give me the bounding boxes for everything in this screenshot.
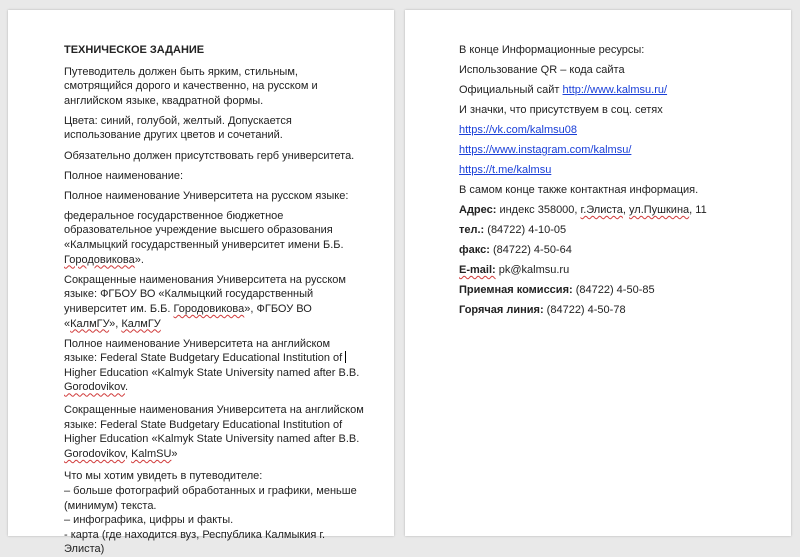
spellcheck-word: KalmSU	[131, 447, 172, 460]
paragraph-fax	[459, 243, 771, 258]
text-span: Полное наименование Университета на английском языке: Federal State Budgetary Educational Institution of	[64, 337, 343, 365]
paragraph-wish-photos: – больше фотографий обработанных и графики, меньше (минимум) текста.	[64, 484, 357, 512]
text-span: »,	[109, 317, 122, 330]
paragraph-address	[459, 203, 771, 218]
text-cursor	[345, 351, 346, 363]
text-span: ,	[622, 203, 630, 216]
spellcheck-word: ул.Пушкина	[629, 203, 690, 216]
text-span: Higher Education «Kalmyk State University named after B.B.	[64, 366, 360, 379]
paragraph-full-name-heading: Полное наименование:	[64, 169, 184, 182]
paragraph-instagram	[459, 143, 771, 158]
email-value: pk@kalmsu.ru	[495, 263, 570, 276]
spellcheck-word: КалмГУ	[121, 317, 161, 330]
paragraph-short-name-en	[64, 403, 364, 461]
text-span: федеральное государственное бюджетное образовательное учреждение высшего образования «Калмыцкий государственный университет имени Б.Б.	[64, 209, 344, 252]
email-label: E-mail:	[459, 263, 496, 276]
address-label: Адрес:	[459, 203, 497, 216]
hotline-label: Горячая линия:	[459, 303, 544, 316]
spellcheck-word: Городовикова	[64, 253, 135, 266]
text-span: Официальный сайт	[459, 83, 563, 96]
instagram-link[interactable]: https://www.instagram.com/kalmsu/	[459, 143, 632, 156]
text-span: ».	[134, 253, 144, 266]
paragraph-telegram	[459, 163, 771, 178]
document-title: ТЕХНИЧЕСКОЕ ЗАДАНИЕ	[64, 44, 205, 56]
text-span: »	[171, 447, 178, 460]
document-page-right	[405, 10, 791, 536]
paragraph-qr-code: Использование QR – кода сайта	[459, 63, 625, 76]
text-span: .	[124, 381, 128, 394]
paragraph-contacts-intro: В самом конце также контактная информация.	[459, 183, 699, 196]
paragraph-colors: Цвета: синий, голубой, желтый. Допускается использование других цветов и сочетаний.	[64, 114, 292, 142]
paragraph-wishes-heading: Что мы хотим увидеть в путеводителе:	[64, 470, 263, 483]
paragraph-social-icons: И значки, что присутствуем в соц. сетях	[459, 103, 663, 116]
paragraph-short-name-ru	[64, 273, 364, 331]
paragraph-style-requirements: Путеводитель должен быть ярким, стильным, смотрящийся дорого и качественно, на русском и английском языке, квадратной формы.	[64, 65, 318, 107]
paragraph-wish-map: - карта (где находится вуз, Республика Калмыкия г. Элиста)	[64, 528, 326, 556]
phone-value: (84722) 4-10-05	[484, 223, 567, 236]
paragraph-full-name-en[interactable]	[64, 337, 364, 395]
paragraph-wish-infographics: – инфографика, цифры и факты.	[64, 514, 234, 527]
official-site-link[interactable]: http://www.kalmsu.ru/	[562, 83, 668, 96]
text-span: Сокращенные наименования Университета на английском языке: Federal State Budgetary Educational Institution of Higher Education «Kalmyk State University named after B.B.	[64, 403, 364, 446]
text-span: , 11	[689, 203, 707, 216]
paragraph-admissions	[459, 283, 771, 298]
text-span: ,	[124, 447, 132, 460]
text-span: Сокращенные наименования Университета на русском языке: ФГБОУ ВО «Калмыцкий государственный университет им. Б.Б.	[64, 273, 346, 315]
paragraph-phone	[459, 223, 771, 238]
paragraph-full-name-ru	[64, 209, 364, 267]
admissions-value: (84722) 4-50-85	[572, 283, 655, 296]
fax-label: факс:	[459, 243, 490, 256]
vk-link[interactable]: https://vk.com/kalmsu08	[459, 123, 577, 136]
spellcheck-word: КалмГУ	[70, 317, 110, 330]
spellcheck-word: Gorodovikov	[64, 381, 125, 394]
phone-label: тел.:	[459, 223, 485, 236]
paragraph-coat-of-arms: Обязательно должен присутствовать герб университета.	[64, 149, 355, 162]
paragraph-email	[459, 263, 771, 278]
paragraph-official-site	[459, 83, 771, 98]
paragraph-full-name-ru-heading: Полное наименование Университета на русском языке:	[64, 189, 349, 202]
text-span: индекс 358000,	[496, 203, 581, 216]
text-span: », ФГБОУ ВО «	[64, 302, 312, 330]
hotline-value: (84722) 4-50-78	[543, 303, 626, 316]
admissions-label: Приемная комиссия:	[459, 283, 573, 296]
document-page-left	[8, 10, 394, 556]
paragraph-info-resources: В конце Информационные ресурсы:	[459, 44, 645, 56]
spellcheck-word: Городовикова	[173, 302, 245, 315]
spellcheck-word: Gorodovikov	[64, 447, 125, 460]
spellcheck-word: г.Элиста	[580, 203, 623, 216]
paragraph-hotline	[459, 303, 771, 318]
telegram-link[interactable]: https://t.me/kalmsu	[459, 163, 552, 176]
paragraph-vk	[459, 123, 771, 138]
fax-value: (84722) 4-50-64	[489, 243, 572, 256]
